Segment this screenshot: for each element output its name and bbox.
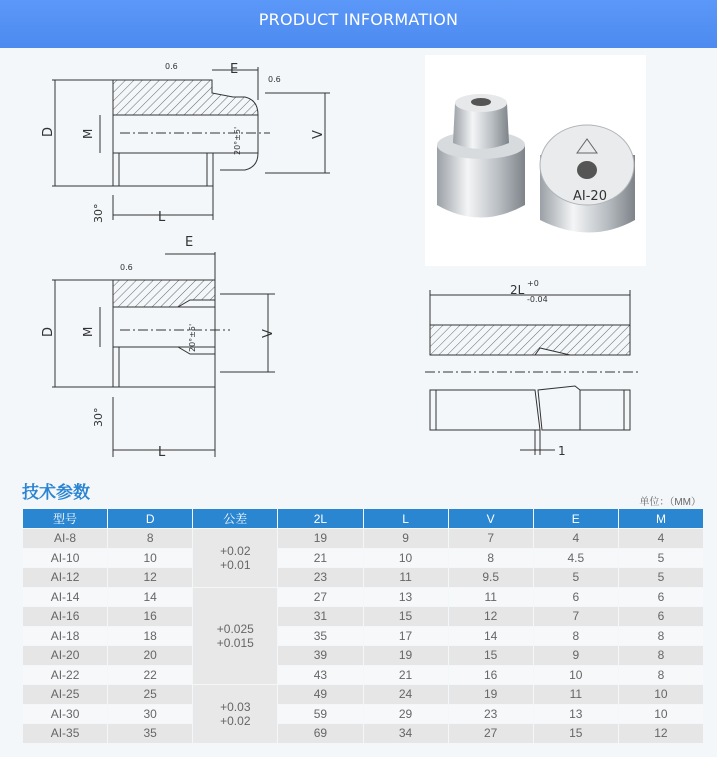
table-row xyxy=(23,724,703,743)
table-cell: 16 xyxy=(108,607,192,626)
table-cell: 16 xyxy=(449,666,533,685)
column-header: 2L xyxy=(278,509,362,528)
table-cell: 10 xyxy=(619,705,703,724)
table-cell: 8 xyxy=(619,646,703,665)
table-cell: 20 xyxy=(108,646,192,665)
table-cell: 11 xyxy=(449,588,533,607)
table-cell: 19 xyxy=(449,685,533,704)
table-cell: 18 xyxy=(108,627,192,646)
page-banner xyxy=(0,0,717,48)
table-cell: 19 xyxy=(278,529,362,548)
taper-angle: 20°±5' xyxy=(233,126,242,155)
tolerance-upper: +0.03 xyxy=(220,699,251,714)
table-cell: 8 xyxy=(534,627,618,646)
table-cell: 4.5 xyxy=(534,549,618,568)
table-cell: 7 xyxy=(449,529,533,548)
tolerance-upper: +0.02 xyxy=(220,543,251,558)
table-row xyxy=(23,627,703,646)
table-cell: 4 xyxy=(619,529,703,548)
table-cell: 15 xyxy=(534,724,618,743)
table-cell: AI-18 xyxy=(23,627,107,646)
table-cell: 15 xyxy=(364,607,448,626)
table-cell: AI-20 xyxy=(23,646,107,665)
table-cell: 59 xyxy=(278,705,362,724)
table-cell: 11 xyxy=(534,685,618,704)
table-cell: AI-14 xyxy=(23,588,107,607)
table-cell: 8 xyxy=(449,549,533,568)
table-cell: 6 xyxy=(619,607,703,626)
table-cell: 35 xyxy=(108,724,192,743)
table-row xyxy=(23,588,703,607)
table-cell: 14 xyxy=(108,588,192,607)
banner-title: PRODUCT INFORMATION xyxy=(258,10,459,29)
table-cell: 5 xyxy=(619,549,703,568)
dim-M: M xyxy=(81,326,95,337)
table-cell: 27 xyxy=(449,724,533,743)
table-cell: 5 xyxy=(534,568,618,587)
table-cell: 5 xyxy=(619,568,703,587)
table-cell: 29 xyxy=(364,705,448,724)
dim-2L: 2L xyxy=(510,283,525,297)
table-cell: 25 xyxy=(108,685,192,704)
dim-2L-tol-upper: +0 xyxy=(527,280,539,288)
column-header: 型号 xyxy=(23,509,107,528)
table-cell: 30 xyxy=(108,705,192,724)
dim-V: V xyxy=(261,329,276,338)
dim-E: E xyxy=(185,235,194,250)
table-cell: 21 xyxy=(278,549,362,568)
table-cell: 24 xyxy=(364,685,448,704)
technical-drawing-bottom xyxy=(40,232,290,462)
dim-L: L xyxy=(158,445,166,460)
tolerance-lower: +0.01 xyxy=(220,557,251,572)
table-cell: 10 xyxy=(364,549,448,568)
table-cell: 19 xyxy=(364,646,448,665)
column-header: E xyxy=(534,509,618,528)
chamfer-angle: 30° xyxy=(92,407,105,427)
dim-D: D xyxy=(41,126,56,137)
spec-table xyxy=(22,508,704,744)
table-cell: 13 xyxy=(364,588,448,607)
table-cell: 13 xyxy=(534,705,618,724)
table-cell: 21 xyxy=(364,666,448,685)
table-cell: AI-22 xyxy=(23,666,107,685)
table-row xyxy=(23,568,703,587)
column-header: L xyxy=(364,509,448,528)
table-cell: AI-35 xyxy=(23,724,107,743)
table-cell: AI-30 xyxy=(23,705,107,724)
table-cell: 8 xyxy=(108,529,192,548)
table-cell: 9.5 xyxy=(449,568,533,587)
table-cell: 31 xyxy=(278,607,362,626)
table-row xyxy=(23,705,703,724)
chamfer-angle: 30° xyxy=(92,203,105,223)
taper-angle: 20°±5' xyxy=(188,323,197,352)
column-header: D xyxy=(108,509,192,528)
table-cell: 49 xyxy=(278,685,362,704)
table-cell: 14 xyxy=(449,627,533,646)
tolerance-cell xyxy=(193,685,277,743)
product-photo xyxy=(425,55,646,266)
table-cell: 35 xyxy=(278,627,362,646)
table-cell: 22 xyxy=(108,666,192,685)
table-cell: 23 xyxy=(449,705,533,724)
table-cell: 39 xyxy=(278,646,362,665)
table-cell: 43 xyxy=(278,666,362,685)
table-row xyxy=(23,646,703,665)
dim-M: M xyxy=(81,128,95,139)
table-cell: AI-8 xyxy=(23,529,107,548)
table-cell: 8 xyxy=(619,627,703,646)
table-cell: 12 xyxy=(449,607,533,626)
table-cell: AI-12 xyxy=(23,568,107,587)
table-cell: 9 xyxy=(534,646,618,665)
table-cell: 10 xyxy=(619,685,703,704)
table-cell: AI-16 xyxy=(23,607,107,626)
roughness-label: 0.6 xyxy=(268,75,281,84)
tolerance-lower: +0.02 xyxy=(220,713,251,728)
table-cell: 15 xyxy=(449,646,533,665)
table-row xyxy=(23,666,703,685)
roughness-label: 0.6 xyxy=(165,62,178,71)
dim-L: L xyxy=(158,210,166,225)
column-header: V xyxy=(449,509,533,528)
section-title: 技术参数 xyxy=(22,483,90,502)
tolerance-lower: +0.015 xyxy=(216,635,254,650)
table-cell: AI-25 xyxy=(23,685,107,704)
dim-gap: 1 xyxy=(558,444,566,458)
table-cell: 17 xyxy=(364,627,448,646)
table-cell: 8 xyxy=(619,666,703,685)
photo-marking: AI-20 xyxy=(573,189,607,204)
table-cell: 12 xyxy=(108,568,192,587)
table-cell: AI-10 xyxy=(23,549,107,568)
table-cell: 6 xyxy=(534,588,618,607)
technical-drawing-top xyxy=(40,55,340,235)
tolerance-cell xyxy=(193,588,277,685)
roughness-label: 0.6 xyxy=(120,263,133,272)
table-row xyxy=(23,685,703,704)
table-cell: 6 xyxy=(619,588,703,607)
table-cell: 12 xyxy=(619,724,703,743)
table-cell: 27 xyxy=(278,588,362,607)
table-cell: 34 xyxy=(364,724,448,743)
table-cell: 11 xyxy=(364,568,448,587)
column-header: M xyxy=(619,509,703,528)
unit-label: 单位：（MM） xyxy=(639,497,701,508)
table-cell: 10 xyxy=(534,666,618,685)
table-row xyxy=(23,549,703,568)
table-row xyxy=(23,529,703,548)
column-header: 公差 xyxy=(193,509,277,528)
table-cell: 69 xyxy=(278,724,362,743)
dim-V: V xyxy=(311,130,326,139)
tolerance-cell xyxy=(193,529,277,587)
table-cell: 9 xyxy=(364,529,448,548)
dim-E: E xyxy=(230,62,239,77)
table-cell: 7 xyxy=(534,607,618,626)
technical-drawing-assembly xyxy=(420,280,645,460)
tolerance-upper: +0.025 xyxy=(216,621,254,636)
dim-2L-tol-lower: -0.04 xyxy=(527,295,548,304)
table-row xyxy=(23,607,703,626)
table-cell: 10 xyxy=(108,549,192,568)
dim-D: D xyxy=(41,326,56,337)
table-cell: 4 xyxy=(534,529,618,548)
table-cell: 23 xyxy=(278,568,362,587)
